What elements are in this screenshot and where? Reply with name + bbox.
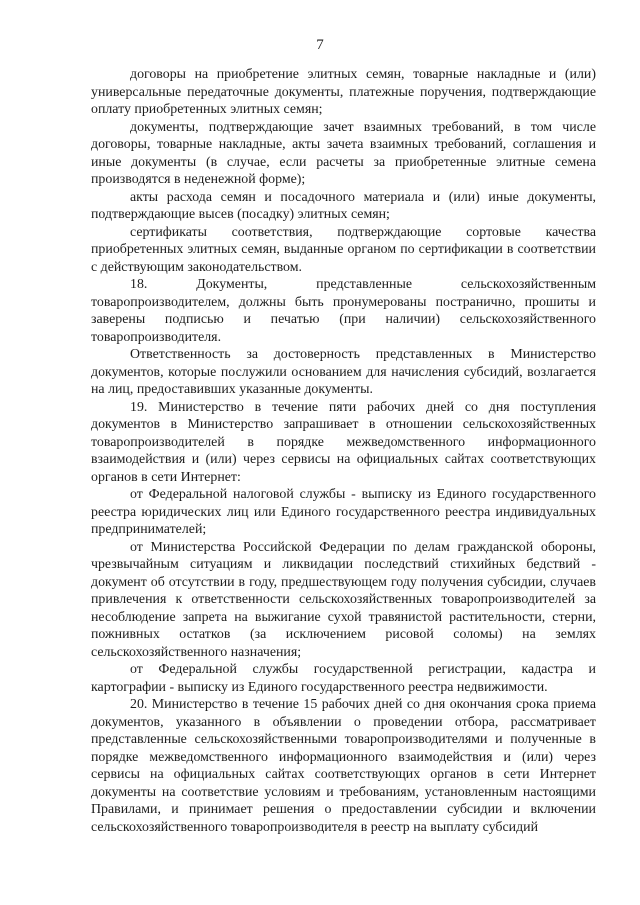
paragraph-rosreestr: от Федеральной службы государственной регистрации, кадастра и картографии - выписку из Единого государственного реестра недвижимости. — [91, 662, 596, 695]
paragraph-certificates: сертификаты соответствия, подтверждающие сортовые качества приобретенных элитных семян, выданные органом по сертификации в соответствии с действующим законодательством. — [91, 224, 596, 275]
document-body — [91, 66, 596, 836]
paragraph-20: 20. Министерство в течение 15 рабочих дней со дня окончания срока приема документов, указанного в объявлении о проведении отбора, рассматривает представленные сельскохозяйственными товаропроизводителями и полученные в порядке межведомственного информационного взаимодействия и (или) через сервисы на официальных сайтах соответствующих органов в сети Интернет документы на соответствие условиям и требованиям, установленным настоящими Правилами, и принимает решения о предоставлении субсидии и включении сельскохозяйственного товаропроизводителя в реестр на выплату субсидий — [91, 697, 596, 835]
paragraph-emergency-ministry: от Министерства Российской Федерации по делам гражданской обороны, чрезвычайным ситуациям и ликвидации последствий стихийных бедствий - документ об отсутствии в году, предшествующем году получения субсидии, случаев привлечения к ответственности сельскохозяйственных товаропроизводителей за несоблюдение запрета на выжигание сухой травянистой растительности, стерни, пожнивных остатков (за исключением рисовой соломы) на землях сельскохозяйственного назначения; — [91, 539, 596, 660]
paragraph-19: 19. Министерство в течение пяти рабочих дней со дня поступления документов в Министерство запрашивает в отношении сельскохозяйственных товаропроизводителей в порядке межведомственного информационного взаимодействия и (или) через сервисы на официальных сайтах соответствующих органов в сети Интернет: — [91, 399, 596, 485]
paragraph-seed-contracts: договоры на приобретение элитных семян, товарные накладные и (или) универсальные передаточные документы, платежные поручения, подтверждающие оплату приобретенных элитных семян; — [91, 67, 596, 117]
paragraph-responsibility: Ответственность за достоверность представленных в Министерство документов, которые послужили основанием для начисления субсидий, возлагается на лиц, предоставивших указанные документы. — [91, 347, 596, 397]
paragraph-18: 18. Документы, представленные сельскохозяйственным товаропроизводителем, должны быть пронумерованы постранично, прошиты и заверены подписью и печатью (при наличии) сельскохозяйственного товаропроизводителя. — [91, 277, 596, 345]
page-number: 7 — [316, 37, 324, 53]
paragraph-tax-service: от Федеральной налоговой службы - выписку из Единого государственного реестра юридических лиц или Единого государственного реестра индивидуальных предпринимателей; — [91, 487, 596, 537]
paragraph-seed-usage-acts: акты расхода семян и посадочного материала и (или) иные документы, подтверждающие высев (посадку) элитных семян; — [91, 189, 596, 222]
paragraph-offset-documents: документы, подтверждающие зачет взаимных требований, в том числе договоры, товарные накладные, акты зачета взаимных требований, соглашения и иные документы (в случае, если расчеты за приобретенные элитные семена производятся в неденежной форме); — [91, 119, 596, 187]
